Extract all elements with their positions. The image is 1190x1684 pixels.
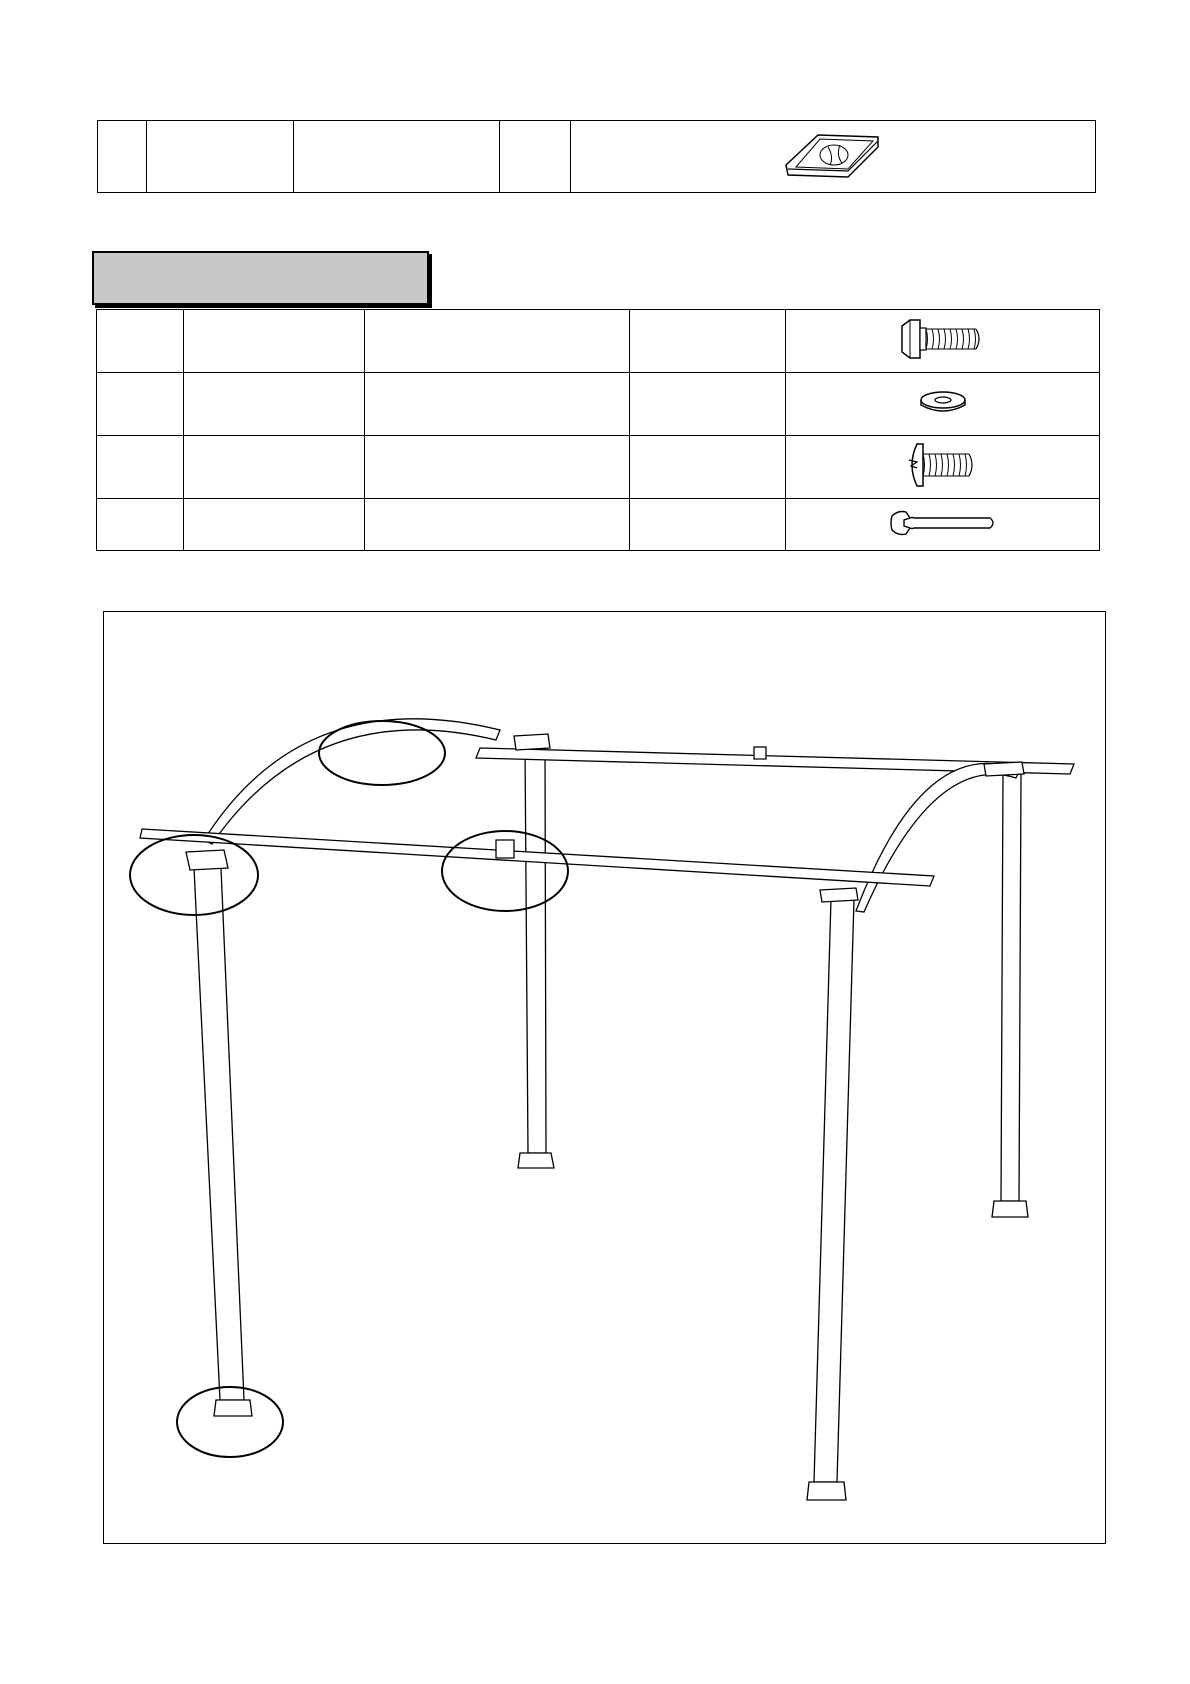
hex-bolt-icon — [898, 316, 988, 362]
hardware-cell — [184, 310, 365, 373]
hardware-row — [97, 435, 1100, 498]
part-image-cell — [571, 121, 1096, 193]
hardware-table — [96, 309, 1100, 551]
cover-bag-icon — [778, 125, 888, 185]
hardware-row — [97, 498, 1100, 550]
part-cell — [98, 121, 147, 193]
hardware-cell — [97, 498, 184, 550]
hardware-image-cell — [786, 310, 1100, 373]
hardware-cell — [630, 498, 786, 550]
hardware-image-cell — [786, 372, 1100, 435]
hardware-cell — [97, 372, 184, 435]
hardware-row — [97, 310, 1100, 373]
part-table — [97, 120, 1096, 193]
wrench-icon — [888, 508, 998, 538]
hardware-cell — [184, 372, 365, 435]
hardware-cell — [630, 435, 786, 498]
hardware-cell — [630, 372, 786, 435]
hardware-cell — [184, 435, 365, 498]
gazebo-frame-assembly-icon — [104, 612, 1107, 1545]
part-row — [98, 121, 1096, 193]
part-cell — [147, 121, 294, 193]
hardware-cell — [184, 498, 365, 550]
hardware-section-header — [92, 251, 429, 305]
screw-icon — [903, 440, 983, 490]
assembly-diagram — [103, 611, 1106, 1544]
hardware-cell — [365, 498, 630, 550]
hardware-cell — [365, 372, 630, 435]
hardware-cell — [630, 310, 786, 373]
washer-icon — [913, 387, 973, 417]
hardware-cell — [97, 310, 184, 373]
hardware-cell — [365, 310, 630, 373]
hardware-row — [97, 372, 1100, 435]
part-cell — [294, 121, 500, 193]
hardware-image-cell — [786, 435, 1100, 498]
hardware-cell — [365, 435, 630, 498]
hardware-image-cell — [786, 498, 1100, 550]
part-cell — [500, 121, 571, 193]
hardware-cell — [97, 435, 184, 498]
